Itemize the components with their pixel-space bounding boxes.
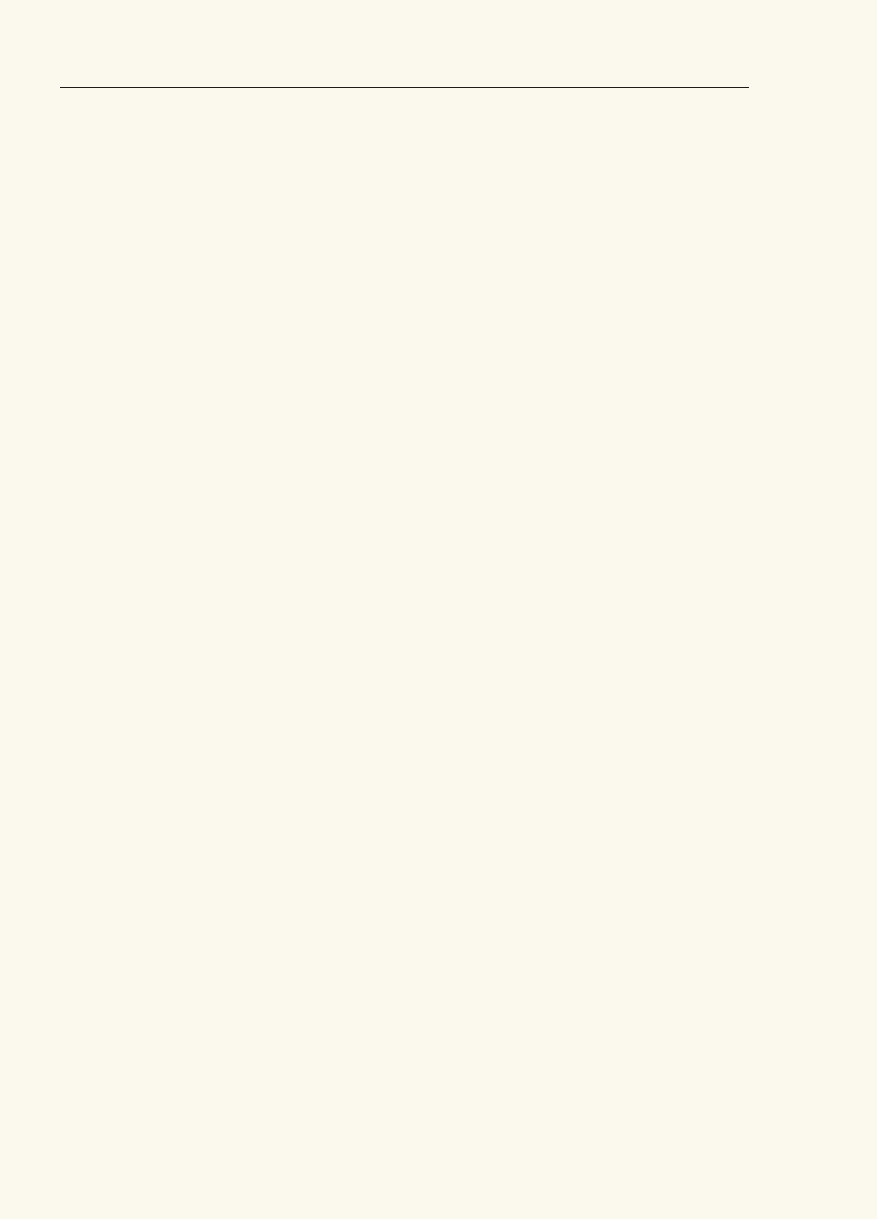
text-line [53, 592, 395, 611]
text-line [53, 1094, 395, 1113]
header-rule [60, 87, 749, 88]
text-line [53, 183, 395, 202]
text-line [53, 146, 395, 165]
text-line [53, 611, 395, 630]
text-line [53, 964, 395, 983]
text-line [53, 778, 395, 797]
text-line [53, 574, 395, 593]
text-line [53, 1057, 395, 1076]
text-line [53, 704, 395, 723]
text-line [53, 741, 395, 760]
text-line [53, 109, 395, 128]
text-line [53, 518, 395, 537]
left-text-column [53, 109, 395, 1113]
text-line [53, 351, 395, 370]
text-line [53, 1076, 395, 1095]
text-line [53, 946, 395, 965]
text-line [53, 797, 395, 816]
text-line [53, 295, 395, 314]
text-line [53, 407, 395, 426]
text-line [53, 983, 395, 1002]
text-line [53, 537, 395, 556]
text-line [53, 221, 395, 240]
text-line [53, 816, 395, 835]
text-line [53, 444, 395, 463]
text-line [53, 555, 395, 574]
text-line [53, 481, 395, 500]
text-line [53, 630, 395, 649]
text-line [53, 834, 395, 853]
running-header [52, 76, 757, 98]
text-line [53, 369, 395, 388]
text-line [53, 1002, 395, 1021]
text-line [53, 332, 395, 351]
text-line [53, 927, 395, 946]
text-line [53, 314, 395, 333]
text-line [53, 388, 395, 407]
text-line [53, 890, 395, 909]
text-line [53, 239, 395, 258]
text-line [53, 276, 395, 295]
text-line [53, 1039, 395, 1058]
text-line [53, 723, 395, 742]
text-line [53, 853, 395, 872]
text-line [53, 258, 395, 277]
text-line [53, 760, 395, 779]
text-line [53, 685, 395, 704]
text-line [53, 128, 395, 147]
text-line [53, 648, 395, 667]
text-line [53, 499, 395, 518]
text-line [53, 425, 395, 444]
text-line [53, 165, 395, 184]
text-line [53, 871, 395, 890]
text-line [53, 1020, 395, 1039]
text-line [53, 667, 395, 686]
text-line [53, 462, 395, 481]
text-line [53, 909, 395, 928]
text-line [53, 202, 395, 221]
